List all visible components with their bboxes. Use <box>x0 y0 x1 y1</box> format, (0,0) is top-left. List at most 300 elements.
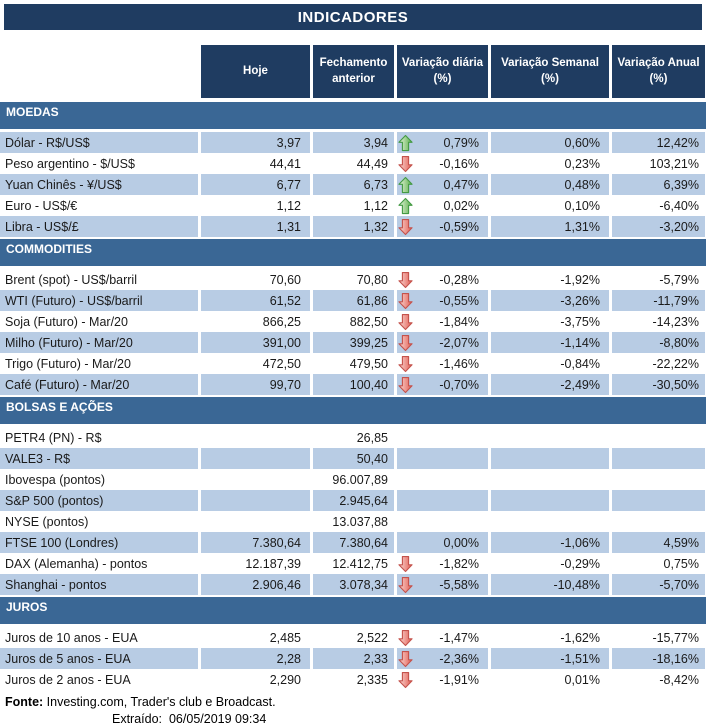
row-label <box>0 374 198 395</box>
column-header-hoje: Hoje <box>201 45 310 98</box>
table-row <box>0 290 706 311</box>
cell-variacao-semanal <box>491 669 609 690</box>
cell-fechamento-anterior <box>313 332 394 353</box>
row-label <box>0 174 198 195</box>
cell-fechamento-anterior-text: 399,25 <box>349 335 388 350</box>
cell-hoje <box>201 553 310 574</box>
row-label <box>0 532 198 553</box>
cell-variacao-anual <box>612 669 705 690</box>
cell-fechamento-anterior <box>313 427 394 448</box>
cell-variacao-diaria-text: -0,28% <box>439 272 479 287</box>
table-row <box>0 374 706 395</box>
cell-hoje <box>201 132 310 153</box>
cell-fechamento-anterior-text: 13.037,88 <box>332 514 388 529</box>
cell-variacao-diaria-text: -0,55% <box>439 293 479 308</box>
cell-hoje <box>201 311 310 332</box>
cell-hoje <box>201 216 310 237</box>
header-spacer <box>0 45 198 98</box>
cell-variacao-diaria <box>397 511 488 532</box>
cell-variacao-semanal <box>491 574 609 595</box>
cell-variacao-diaria <box>397 532 488 553</box>
cell-variacao-anual-text: -14,23% <box>652 314 699 329</box>
cell-fechamento-anterior-text: 2,33 <box>363 651 388 666</box>
row-label <box>0 132 198 153</box>
cell-hoje-text: 2.906,46 <box>252 577 301 592</box>
row-label <box>0 195 198 216</box>
cell-variacao-semanal <box>491 153 609 174</box>
cell-fechamento-anterior-text: 3.078,34 <box>339 577 388 592</box>
extracted-timestamp: 06/05/2019 09:34 <box>168 712 267 726</box>
cell-variacao-anual <box>612 374 705 395</box>
table-row <box>0 574 706 595</box>
row-label <box>0 311 198 332</box>
cell-hoje-text: 3,97 <box>276 135 301 150</box>
cell-variacao-semanal-text: -1,06% <box>560 535 600 550</box>
cell-hoje-text: 12.187,39 <box>245 556 301 571</box>
cell-variacao-diaria <box>397 490 488 511</box>
table-row <box>0 353 706 374</box>
cell-variacao-diaria-text: -0,70% <box>439 377 479 392</box>
cell-variacao-diaria <box>397 269 488 290</box>
cell-variacao-anual <box>612 195 705 216</box>
column-header-fechamento-anterior: Fechamento anterior <box>313 45 394 98</box>
down-arrow-icon <box>398 555 413 573</box>
row-label-text: Peso argentino - $/US$ <box>5 156 135 171</box>
section-header-bolsas-e-acoes: BOLSAS E AÇÕES <box>0 397 706 424</box>
cell-fechamento-anterior-text: 2.945,64 <box>339 493 388 508</box>
cell-variacao-semanal <box>491 332 609 353</box>
cell-variacao-anual <box>612 553 705 574</box>
cell-fechamento-anterior <box>313 174 394 195</box>
cell-hoje-text: 99,70 <box>269 377 301 392</box>
cell-hoje-text: 7.380,64 <box>252 535 301 550</box>
table-row <box>0 269 706 290</box>
cell-fechamento-anterior <box>313 511 394 532</box>
cell-variacao-semanal <box>491 553 609 574</box>
cell-variacao-semanal-text: 0,60% <box>564 135 600 150</box>
cell-variacao-diaria <box>397 290 488 311</box>
cell-variacao-anual <box>612 311 705 332</box>
row-label-text: DAX (Alemanha) - pontos <box>5 556 148 571</box>
row-label-text: Yuan Chinês - ¥/US$ <box>5 177 122 192</box>
cell-variacao-semanal-text: 0,23% <box>564 156 600 171</box>
source-text: Investing.com, Trader's club e Broadcast. <box>46 695 276 709</box>
table-row <box>0 490 706 511</box>
cell-variacao-diaria-text: -1,46% <box>439 356 479 371</box>
down-arrow-icon <box>398 376 413 394</box>
row-label-text: Brent (spot) - US$/barril <box>5 272 137 287</box>
cell-fechamento-anterior-text: 7.380,64 <box>339 535 388 550</box>
cell-fechamento-anterior <box>313 290 394 311</box>
cell-variacao-anual <box>612 269 705 290</box>
cell-variacao-anual-text: -11,79% <box>653 293 699 308</box>
cell-hoje <box>201 669 310 690</box>
cell-fechamento-anterior <box>313 195 394 216</box>
cell-variacao-semanal <box>491 469 609 490</box>
cell-fechamento-anterior <box>313 153 394 174</box>
down-arrow-icon <box>398 271 413 289</box>
row-label-text: VALE3 - R$ <box>5 451 71 466</box>
cell-variacao-semanal-text: 0,48% <box>564 177 600 192</box>
cell-variacao-anual <box>612 353 705 374</box>
source-line <box>0 695 706 710</box>
row-label <box>0 669 198 690</box>
cell-hoje <box>201 269 310 290</box>
cell-variacao-semanal-text: -10,48% <box>553 577 600 592</box>
cell-variacao-diaria <box>397 427 488 448</box>
row-label <box>0 574 198 595</box>
column-header-variacao-diaria: Variação diária (%) <box>397 45 488 98</box>
section-header-juros: JUROS <box>0 597 706 624</box>
cell-hoje-text: 6,77 <box>276 177 301 192</box>
up-arrow-icon <box>398 197 413 215</box>
table-row <box>0 448 706 469</box>
cell-hoje <box>201 332 310 353</box>
cell-variacao-anual-text: -18,16% <box>652 651 699 666</box>
cell-fechamento-anterior-text: 1,12 <box>363 198 388 213</box>
cell-fechamento-anterior <box>313 627 394 648</box>
cell-fechamento-anterior-text: 2,522 <box>356 630 388 645</box>
cell-variacao-diaria-text: -1,91% <box>439 672 479 687</box>
cell-fechamento-anterior-text: 70,80 <box>356 272 388 287</box>
cell-fechamento-anterior-text: 1,32 <box>363 219 388 234</box>
cell-variacao-anual <box>612 174 705 195</box>
cell-variacao-anual-text: 6,39% <box>663 177 699 192</box>
cell-variacao-anual-text: -30,50% <box>652 377 699 392</box>
cell-variacao-semanal <box>491 269 609 290</box>
cell-variacao-semanal <box>491 490 609 511</box>
cell-fechamento-anterior-text: 50,40 <box>356 451 388 466</box>
cell-variacao-anual <box>612 290 705 311</box>
cell-variacao-diaria-text: -0,59% <box>439 219 479 234</box>
cell-hoje-text: 2,28 <box>276 651 301 666</box>
cell-hoje <box>201 627 310 648</box>
cell-variacao-diaria <box>397 469 488 490</box>
cell-fechamento-anterior-text: 26,85 <box>356 430 388 445</box>
cell-variacao-semanal-text: -1,14% <box>560 335 600 350</box>
report-footer <box>0 695 706 727</box>
cell-variacao-anual <box>612 216 705 237</box>
section-header-commodities: COMMODITIES <box>0 239 706 266</box>
cell-variacao-semanal-text: -3,26% <box>560 293 600 308</box>
cell-variacao-semanal-text: -1,51% <box>560 651 600 666</box>
indicators-report <box>0 4 706 727</box>
row-label <box>0 216 198 237</box>
row-label-text: WTI (Futuro) - US$/barril <box>5 293 143 308</box>
cell-hoje <box>201 290 310 311</box>
cell-variacao-anual <box>612 490 705 511</box>
extracted-line <box>0 712 706 727</box>
cell-variacao-semanal <box>491 311 609 332</box>
cell-variacao-semanal <box>491 427 609 448</box>
cell-variacao-anual <box>612 648 705 669</box>
cell-hoje-text: 391,00 <box>262 335 301 350</box>
row-label <box>0 553 198 574</box>
cell-variacao-semanal-text: -2,49% <box>560 377 600 392</box>
cell-fechamento-anterior <box>313 448 394 469</box>
cell-fechamento-anterior <box>313 353 394 374</box>
cell-hoje-text: 866,25 <box>262 314 301 329</box>
cell-variacao-diaria <box>397 648 488 669</box>
cell-variacao-anual <box>612 469 705 490</box>
cell-hoje-text: 2,290 <box>269 672 301 687</box>
table-row <box>0 332 706 353</box>
cell-variacao-diaria-text: -2,36% <box>439 651 479 666</box>
cell-variacao-diaria <box>397 311 488 332</box>
cell-variacao-anual-text: -8,42% <box>659 672 699 687</box>
row-label-text: FTSE 100 (Londres) <box>5 535 119 550</box>
cell-hoje-text: 2,485 <box>269 630 301 645</box>
table-row <box>0 553 706 574</box>
row-label-text: Euro - US$/€ <box>5 198 78 213</box>
down-arrow-icon <box>398 334 413 352</box>
cell-hoje <box>201 648 310 669</box>
cell-hoje-text: 70,60 <box>269 272 301 287</box>
cell-hoje <box>201 469 310 490</box>
cell-variacao-anual <box>612 153 705 174</box>
cell-variacao-semanal <box>491 648 609 669</box>
cell-variacao-anual-text: -5,70% <box>659 577 699 592</box>
cell-fechamento-anterior-text: 61,86 <box>356 293 388 308</box>
cell-variacao-semanal <box>491 627 609 648</box>
row-label <box>0 648 198 669</box>
cell-variacao-semanal <box>491 532 609 553</box>
cell-variacao-diaria <box>397 627 488 648</box>
cell-hoje-text: 44,41 <box>269 156 301 171</box>
report-title: INDICADORES <box>4 4 702 30</box>
down-arrow-icon <box>398 218 413 236</box>
cell-variacao-diaria <box>397 669 488 690</box>
row-label <box>0 427 198 448</box>
cell-variacao-anual <box>612 448 705 469</box>
cell-variacao-anual-text: 4,59% <box>663 535 699 550</box>
cell-variacao-semanal-text: 1,31% <box>564 219 600 234</box>
down-arrow-icon <box>398 576 413 594</box>
row-label-text: Juros de 2 anos - EUA <box>5 672 131 687</box>
table-row <box>0 511 706 532</box>
row-label <box>0 353 198 374</box>
cell-variacao-semanal-text: -0,29% <box>560 556 600 571</box>
cell-variacao-diaria <box>397 153 488 174</box>
cell-variacao-diaria <box>397 553 488 574</box>
row-label <box>0 153 198 174</box>
cell-variacao-semanal <box>491 290 609 311</box>
row-label-text: Juros de 5 anos - EUA <box>5 651 131 666</box>
cell-hoje <box>201 511 310 532</box>
cell-variacao-anual <box>612 332 705 353</box>
row-label <box>0 448 198 469</box>
cell-fechamento-anterior <box>313 311 394 332</box>
cell-variacao-anual-text: -3,20% <box>659 219 699 234</box>
cell-variacao-diaria-text: -1,84% <box>439 314 479 329</box>
row-label-text: Dólar - R$/US$ <box>5 135 90 150</box>
cell-variacao-anual-text: 103,21% <box>649 156 699 171</box>
cell-variacao-diaria <box>397 353 488 374</box>
cell-variacao-diaria <box>397 216 488 237</box>
cell-variacao-anual-text: -5,79% <box>659 272 699 287</box>
cell-variacao-diaria <box>397 374 488 395</box>
cell-variacao-diaria <box>397 574 488 595</box>
cell-variacao-semanal-text: -3,75% <box>560 314 600 329</box>
cell-variacao-diaria <box>397 174 488 195</box>
cell-hoje <box>201 574 310 595</box>
cell-variacao-diaria <box>397 448 488 469</box>
row-label-text: Milho (Futuro) - Mar/20 <box>5 335 133 350</box>
cell-variacao-diaria-text: 0,00% <box>443 535 479 550</box>
column-header-variacao-semanal: Variação Semanal (%) <box>491 45 609 98</box>
table-row <box>0 174 706 195</box>
cell-fechamento-anterior <box>313 574 394 595</box>
cell-variacao-semanal-text: 0,01% <box>564 672 600 687</box>
cell-variacao-anual <box>612 532 705 553</box>
cell-variacao-anual-text: -6,40% <box>659 198 699 213</box>
row-label-text: Libra - US$/£ <box>5 219 79 234</box>
row-label-text: Trigo (Futuro) - Mar/20 <box>5 356 131 371</box>
cell-variacao-anual <box>612 627 705 648</box>
cell-fechamento-anterior-text: 882,50 <box>349 314 388 329</box>
cell-fechamento-anterior <box>313 532 394 553</box>
cell-variacao-diaria-text: -1,82% <box>439 556 479 571</box>
row-label-text: PETR4 (PN) - R$ <box>5 430 102 445</box>
table-body <box>0 102 706 690</box>
down-arrow-icon <box>398 355 413 373</box>
up-arrow-icon <box>398 134 413 152</box>
cell-variacao-semanal <box>491 374 609 395</box>
cell-hoje <box>201 195 310 216</box>
cell-fechamento-anterior <box>313 132 394 153</box>
extracted-label: Extraído: <box>112 712 163 726</box>
row-label-text: S&P 500 (pontos) <box>5 493 104 508</box>
cell-fechamento-anterior-text: 3,94 <box>363 135 388 150</box>
row-label <box>0 332 198 353</box>
cell-fechamento-anterior-text: 2,335 <box>356 672 388 687</box>
row-label <box>0 627 198 648</box>
cell-variacao-diaria-text: -2,07% <box>439 335 479 350</box>
cell-variacao-semanal <box>491 132 609 153</box>
row-label-text: NYSE (pontos) <box>5 514 89 529</box>
column-header-variacao-anual: Variação Anual (%) <box>612 45 705 98</box>
cell-hoje <box>201 353 310 374</box>
cell-variacao-semanal-text: -1,92% <box>560 272 600 287</box>
row-label <box>0 511 198 532</box>
cell-fechamento-anterior <box>313 490 394 511</box>
table-row <box>0 532 706 553</box>
cell-variacao-diaria-text: -0,16% <box>439 156 479 171</box>
cell-hoje-text: 1,12 <box>276 198 301 213</box>
cell-hoje-text: 61,52 <box>269 293 301 308</box>
cell-variacao-anual-text: -15,77% <box>652 630 699 645</box>
cell-fechamento-anterior-text: 479,50 <box>349 356 388 371</box>
table-row <box>0 216 706 237</box>
cell-hoje-text: 472,50 <box>262 356 301 371</box>
cell-variacao-diaria-text: 0,79% <box>443 135 479 150</box>
table-row <box>0 627 706 648</box>
source-label: Fonte: <box>5 695 44 709</box>
cell-hoje <box>201 174 310 195</box>
cell-variacao-anual-text: 0,75% <box>663 556 699 571</box>
table-row <box>0 427 706 448</box>
row-label-text: Ibovespa (pontos) <box>5 472 106 487</box>
cell-variacao-semanal <box>491 174 609 195</box>
cell-hoje <box>201 532 310 553</box>
cell-fechamento-anterior-text: 96.007,89 <box>332 472 388 487</box>
cell-variacao-anual <box>612 511 705 532</box>
section-header-moedas: MOEDAS <box>0 102 706 129</box>
table-row <box>0 669 706 690</box>
cell-hoje <box>201 374 310 395</box>
cell-fechamento-anterior <box>313 269 394 290</box>
cell-fechamento-anterior <box>313 553 394 574</box>
row-label <box>0 469 198 490</box>
down-arrow-icon <box>398 629 413 647</box>
cell-hoje-text: 1,31 <box>276 219 301 234</box>
row-label <box>0 290 198 311</box>
cell-variacao-anual-text: -8,80% <box>659 335 699 350</box>
cell-variacao-semanal <box>491 448 609 469</box>
cell-fechamento-anterior <box>313 669 394 690</box>
cell-variacao-diaria <box>397 332 488 353</box>
cell-variacao-diaria-text: 0,47% <box>443 177 479 192</box>
down-arrow-icon <box>398 313 413 331</box>
cell-variacao-semanal-text: -1,62% <box>560 630 600 645</box>
cell-variacao-semanal-text: -0,84% <box>560 356 600 371</box>
row-label <box>0 269 198 290</box>
row-label-text: Juros de 10 anos - EUA <box>5 630 138 645</box>
table-row <box>0 311 706 332</box>
cell-variacao-semanal <box>491 353 609 374</box>
cell-fechamento-anterior-text: 6,73 <box>363 177 388 192</box>
cell-fechamento-anterior <box>313 469 394 490</box>
down-arrow-icon <box>398 650 413 668</box>
cell-hoje <box>201 153 310 174</box>
cell-variacao-diaria <box>397 195 488 216</box>
down-arrow-icon <box>398 292 413 310</box>
table-row <box>0 469 706 490</box>
cell-fechamento-anterior <box>313 216 394 237</box>
row-label <box>0 490 198 511</box>
cell-variacao-semanal <box>491 511 609 532</box>
cell-hoje <box>201 490 310 511</box>
cell-variacao-semanal <box>491 216 609 237</box>
cell-variacao-diaria-text: 0,02% <box>443 198 479 213</box>
table-header <box>0 45 706 98</box>
cell-hoje <box>201 427 310 448</box>
cell-hoje <box>201 448 310 469</box>
cell-variacao-anual <box>612 427 705 448</box>
down-arrow-icon <box>398 671 413 689</box>
row-label-text: Soja (Futuro) - Mar/20 <box>5 314 128 329</box>
table-row <box>0 153 706 174</box>
down-arrow-icon <box>398 155 413 173</box>
cell-variacao-diaria-text: -1,47% <box>439 630 479 645</box>
cell-variacao-anual <box>612 574 705 595</box>
cell-fechamento-anterior <box>313 374 394 395</box>
cell-variacao-semanal-text: 0,10% <box>564 198 600 213</box>
cell-variacao-anual <box>612 132 705 153</box>
cell-variacao-anual-text: 12,42% <box>656 135 699 150</box>
table-row <box>0 648 706 669</box>
row-label-text: Café (Futuro) - Mar/20 <box>5 377 130 392</box>
cell-fechamento-anterior-text: 100,40 <box>349 377 388 392</box>
table-row <box>0 132 706 153</box>
cell-variacao-semanal <box>491 195 609 216</box>
cell-variacao-diaria-text: -5,58% <box>439 577 479 592</box>
cell-fechamento-anterior-text: 12.412,75 <box>332 556 388 571</box>
cell-fechamento-anterior <box>313 648 394 669</box>
row-label-text: Shanghai - pontos <box>5 577 107 592</box>
up-arrow-icon <box>398 176 413 194</box>
table-row <box>0 195 706 216</box>
